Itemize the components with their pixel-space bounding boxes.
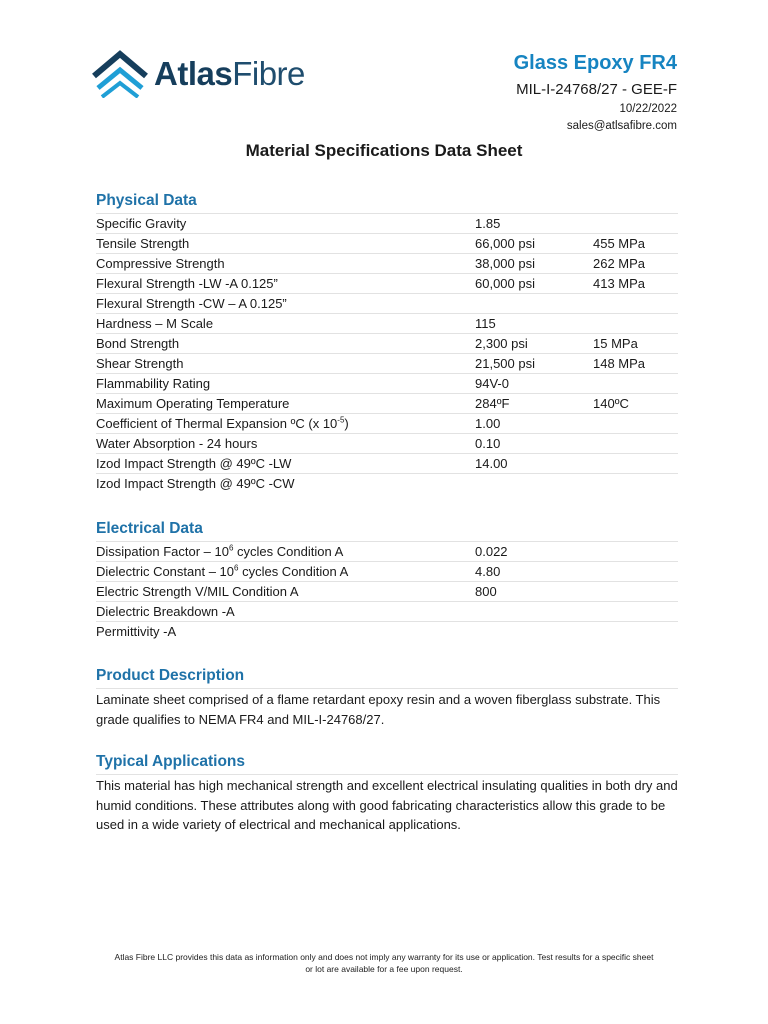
spec-code: MIL-I-24768/27 - GEE-F [516,81,677,98]
property-name [96,214,186,233]
imperial-value: 284ºF [475,396,510,411]
property-name-text: Flexural Strength -CW – A 0.125” [96,296,287,311]
property-name-text: Shear Strength [96,356,184,371]
property-name-text: Hardness – M Scale [96,316,214,331]
property-name [96,374,210,393]
property-name [96,434,257,453]
disclaimer-line-1: Atlas Fibre LLC provides this data as information only and does not imply any warranty for its use or application. Test results for a specific sheet [114,952,654,962]
table-row [96,234,678,254]
table-row [96,374,678,394]
property-name-text: Permittivity -A [96,624,177,639]
table-row [96,394,678,414]
table-row [96,434,678,454]
brand-name-bold: Atlas [154,55,233,92]
table-row [96,454,678,474]
imperial-value: 0.10 [475,436,501,451]
metric-value: 413 MPa [593,276,646,291]
brand-name [154,54,305,94]
typical-applications-text: This material has high mechanical strength and excellent electrical insulating qualities in both dry and humid conditions. These attributes along with good fabricating characteristics allow this grade to be used in a wide variety of electrical and mechanical applications. [96,778,678,833]
property-name-text: Izod Impact Strength @ 49ºC -CW [96,476,295,491]
property-name-suffix: ) [344,416,349,431]
electrical-data-section [96,518,678,641]
property-name [96,602,235,621]
property-name-superscript: -5 [337,415,345,425]
property-name-text: Flexural Strength -LW -A 0.125” [96,276,278,291]
imperial-value: 14.00 [475,456,508,471]
electrical-data-title: Electrical Data [96,518,678,542]
property-name-text: Electric Strength V/MIL Condition A [96,584,299,599]
imperial-value: 800 [475,584,497,599]
imperial-value: 21,500 psi [475,356,535,371]
property-name [96,542,343,561]
atlas-fibre-logo [92,50,332,100]
property-name [96,562,348,581]
disclaimer-footer [84,951,684,975]
table-row [96,274,678,294]
property-name-suffix: cycles Condition A [238,564,349,579]
imperial-value: 2,300 psi [475,336,528,351]
property-name-text: Water Absorption - 24 hours [96,436,258,451]
property-name-text: Dissipation Factor – 10 [96,544,229,559]
property-name-text: Tensile Strength [96,236,190,251]
product-description-title: Product Description [96,665,678,689]
table-row [96,414,678,434]
table-row [96,334,678,354]
imperial-value: 115 [475,316,496,331]
property-name-text: Bond Strength [96,336,180,351]
typical-applications-title: Typical Applications [96,751,678,775]
metric-value: 455 MPa [593,236,646,251]
property-name [96,474,295,493]
metric-value: 140ºC [593,396,629,411]
property-name [96,334,179,353]
imperial-value: 0.022 [475,544,508,559]
metric-value: 15 MPa [593,336,638,351]
metric-value: 148 MPa [593,356,646,371]
property-name [96,622,176,641]
property-name-text: Dielectric Constant – 10 [96,564,235,579]
table-row [96,562,678,582]
property-name [96,254,225,273]
property-name [96,294,287,313]
property-name-text: Specific Gravity [96,216,187,231]
disclaimer-line-2: or lot are available for a fee upon request. [305,964,463,974]
imperial-value: 66,000 psi [475,236,535,251]
table-row [96,294,678,314]
table-row [96,354,678,374]
imperial-value: 38,000 psi [475,256,535,271]
table-row [96,582,678,602]
imperial-value: 4.80 [475,564,501,579]
property-name-superscript: 6 [234,563,239,573]
property-name [96,274,278,293]
property-name-superscript: 6 [228,543,234,553]
product-description-section [96,665,678,729]
imperial-value: 1.85 [475,216,501,231]
imperial-value: 60,000 psi [475,276,535,291]
electrical-data-table [96,542,678,641]
typical-applications-section [96,751,678,835]
physical-data-section [96,190,678,493]
property-name [96,314,213,333]
table-row [96,474,678,493]
physical-data-title: Physical Data [96,190,678,214]
imperial-value: 94V-0 [475,376,509,391]
property-name-text: Dielectric Breakdown -A [96,604,235,619]
property-name [96,394,289,413]
contact-email[interactable]: sales@atlsafibre.com [566,120,677,132]
table-row [96,254,678,274]
property-name [96,354,183,373]
property-name-text: Flammability Rating [96,376,211,391]
property-name-suffix: cycles Condition A [233,544,344,559]
property-name [96,454,291,473]
imperial-value: 1.00 [475,416,501,431]
physical-data-table [96,214,678,493]
property-name-text: Compressive Strength [96,256,225,271]
atlas-fibre-chevron-logo-icon [92,50,148,98]
document-date: 10/22/2022 [619,103,677,115]
brand-name-light: Fibre [232,55,305,92]
document-title: Material Specifications Data Sheet [245,141,523,160]
table-row [96,622,678,641]
table-row [96,314,678,334]
product-description-text: Laminate sheet comprised of a flame retardant epoxy resin and a woven fiberglass substrate. This grade qualifies to NEMA FR4 and MIL-I-24768/27. [96,692,661,727]
document-header-info [514,50,677,135]
property-name-text: Izod Impact Strength @ 49ºC -LW [96,456,292,471]
table-row [96,214,678,234]
property-name [96,234,189,253]
property-name-text: Maximum Operating Temperature [96,396,290,411]
property-name [96,582,299,601]
table-row [96,542,678,562]
metric-value: 262 MPa [593,256,646,271]
property-name-text: Coefficient of Thermal Expansion ºC (x 10 [96,416,338,431]
property-name [96,414,349,433]
table-row [96,602,678,622]
product-title: Glass Epoxy FR4 [513,52,677,74]
